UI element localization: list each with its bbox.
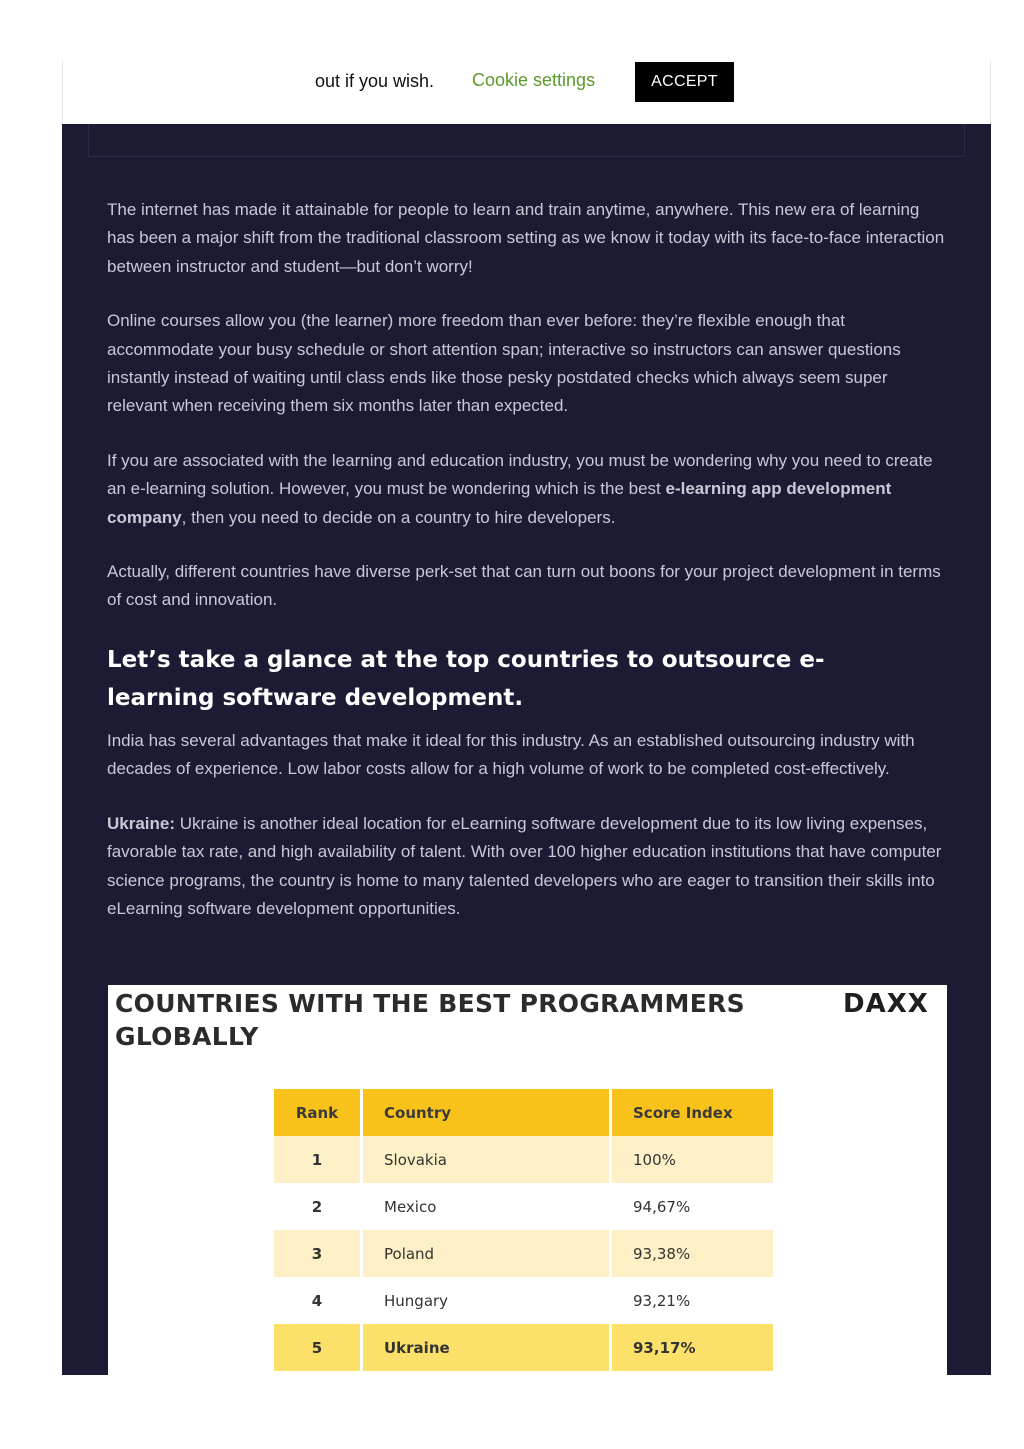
accept-cookies-button[interactable]: ACCEPT: [635, 62, 734, 102]
article-body: [62, 124, 991, 1375]
cookie-consent-bar: [62, 60, 991, 124]
rank-cell: 3: [274, 1230, 360, 1277]
rank-cell: 5: [274, 1324, 360, 1371]
cookie-settings-link[interactable]: Cookie settings: [472, 70, 596, 90]
cookie-message: out if you wish.: [315, 71, 435, 91]
score-cell: 93,21%: [612, 1277, 773, 1324]
article-content: [107, 196, 949, 949]
table-row-highlighted: [274, 1324, 773, 1371]
score-cell: 93,17%: [612, 1324, 773, 1371]
header-score: Score Index: [612, 1089, 773, 1136]
rank-cell: 2: [274, 1183, 360, 1230]
country-cell: Hungary: [363, 1277, 609, 1324]
online-courses-paragraph: Online courses allow you (the learner) more freedom than ever before: they’re flexible enough that accommodate your busy schedule or short attention span; interactive so instructors can answer questions instantly instead of waiting until class ends like those pesky postdated checks which always seem super relevant when receiving them six months later than expected.: [107, 311, 901, 416]
rank-cell: 4: [274, 1277, 360, 1324]
score-cell: 93,38%: [612, 1230, 773, 1277]
industry-text-end: , then you need to decide on a country to hire developers.: [181, 507, 616, 527]
industry-text-start: If you are associated with the learning and education industry, you must be wondering why you need to create an e-learning solution. However, you must be wondering which is the best: [107, 450, 933, 499]
industry-paragraph: [107, 447, 949, 532]
ukraine-label: Ukraine:: [107, 813, 176, 833]
section-heading: Let’s take a glance at the top countries to outsource e-learning software development.: [107, 646, 825, 711]
header-country: Country: [363, 1089, 609, 1136]
country-cell: Mexico: [363, 1183, 609, 1230]
table-row: [274, 1136, 773, 1183]
countries-paragraph: Actually, different countries have diverse perk-set that can turn out boons for your project development in terms of cost and innovation.: [107, 562, 941, 610]
header-rank: Rank: [274, 1089, 360, 1136]
country-cell: Slovakia: [363, 1136, 609, 1183]
daxx-logo: DAXX: [843, 989, 929, 1019]
table-row: [274, 1183, 773, 1230]
ranking-table: [271, 1089, 776, 1371]
company-link-text[interactable]: e-learning app development company: [107, 479, 892, 527]
ukraine-paragraph: [107, 810, 949, 924]
country-cell: Poland: [363, 1230, 609, 1277]
programmers-ranking-infographic: [108, 985, 947, 1375]
infographic-title: COUNTRIES WITH THE BEST PROGRAMMERS GLOBALLY: [115, 989, 745, 1051]
intro-paragraph: The internet has made it attainable for people to learn and train anytime, anywhere. This new era of learning has been a major shift from the traditional classroom setting as we know it today with its face-to-face interaction between instructor and student—but don’t worry!: [107, 200, 945, 276]
top-content-box: [88, 124, 965, 157]
table-row: [274, 1230, 773, 1277]
country-cell: Ukraine: [363, 1324, 609, 1371]
score-cell: 94,67%: [612, 1183, 773, 1230]
rank-cell: 1: [274, 1136, 360, 1183]
india-paragraph: India has several advantages that make it ideal for this industry. As an established outsourcing industry with decades of experience. Low labor costs allow for a high volume of work to be completed cost-effectively.: [107, 730, 915, 779]
table-row: [274, 1277, 773, 1324]
ukraine-text: Ukraine is another ideal location for eLearning software development due to its low living expenses, favorable tax rate, and high availability of talent. With over 100 higher education institutions that have computer science programs, the country is home to many talented developers who are eager to transition their skills into eLearning software development opportunities.: [107, 813, 942, 918]
score-cell: 100%: [612, 1136, 773, 1183]
table-header-row: [274, 1089, 773, 1136]
